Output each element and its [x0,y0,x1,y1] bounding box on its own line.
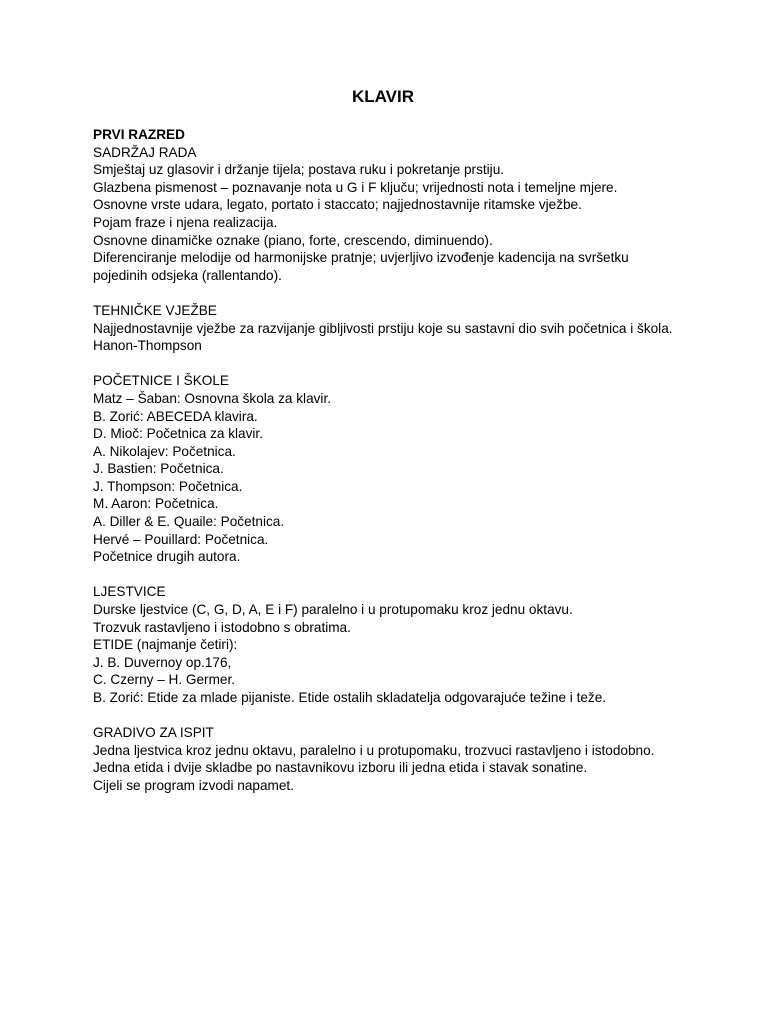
text-line: Glazbena pismenost – poznavanje nota u G i F ključu; vrijednosti nota i temeljne mjere. [93,179,618,195]
section-heading: LJESTVICE [93,584,166,600]
text-line: Cijeli se program izvodi napamet. [93,777,294,793]
text-line: Smještaj uz glasovir i držanje tijela; postava ruku i pokretanje prstiju. [93,162,505,178]
text-line: Osnovne dinamičke oznake (piano, forte, crescendo, diminuendo). [93,232,493,248]
section-spacer [93,355,673,373]
text-line: Hanon-Thompson [93,338,202,354]
list-item: A. Nikolajev: Početnica. [93,443,236,459]
list-item: Matz – Šaban: Osnovna škola za klavir. [93,390,332,406]
list-item: J. Thompson: Početnica. [93,478,243,494]
section-spacer [93,566,673,584]
document-body [93,126,673,795]
text-line: Trozvuk rastavljeno i istodobno s obratima. [93,619,351,635]
page-title: KLAVIR [351,87,414,106]
text-line: Jedna ljestvica kroz jednu oktavu, paralelno i u protupomaku, trozvuci rastavljeno i istodobno. [93,742,655,758]
section-heading: POČETNICE I ŠKOLE [93,373,229,389]
list-item: A. Diller & E. Quaile: Početnica. [93,514,285,530]
text-line: Jedna etida i dvije skladbe po nastavnikovu izboru ili jedna etida i stavak sonatine. [93,760,588,776]
section-spacer [93,284,673,302]
list-item: J. B. Duvernoy op.176, [93,654,232,670]
subheading-etide: ETIDE (najmanje četiri): [93,637,238,653]
section-sadrzaj-rada [93,144,673,285]
text-line: Diferenciranje melodije od harmonijske pratnje; uvjerljivo izvođenje kadencija na svršetku pojedinih odsjeka (rallentando). [93,250,629,283]
text-line: Najjednostavnije vježbe za razvijanje gibljivosti prstiju koje su sastavni dio svih početnica i škola. [93,320,673,336]
list-item: D. Mioč: Početnica za klavir. [93,426,263,442]
section-ljestvice [93,583,673,706]
text-line: Osnovne vrste udara, legato, portato i staccato; najjednostavnije ritamske vježbe. [93,197,582,213]
section-gradivo-za-ispit [93,724,673,794]
section-heading: SADRŽAJ RADA [93,144,197,160]
section-heading: GRADIVO ZA ISPIT [93,725,214,741]
text-line: Pojam fraze i njena realizacija. [93,214,278,230]
list-item: B. Zorić: Etide za mlade pijaniste. Etide ostalih skladatelja odgovarajuće težine i teže. [93,690,607,705]
section-spacer [93,707,673,725]
section-pocetnice [93,372,673,566]
grade-heading: PRVI RAZRED [93,127,185,142]
list-item: J. Bastien: Početnica. [93,461,224,477]
list-item: B. Zorić: ABECEDA klavira. [93,408,258,424]
section-heading: TEHNIČKE VJEŽBE [93,302,217,318]
list-item: C. Czerny – H. Germer. [93,672,236,688]
list-item: Početnice drugih autora. [93,549,241,565]
list-item: M. Aaron: Početnica. [93,496,219,512]
text-line: Durske ljestvice (C, G, D, A, E i F) paralelno i u protupomaku kroz jednu oktavu. [93,602,573,618]
list-item: Hervé – Pouillard: Početnica. [93,531,269,547]
section-tehnicke-vjezbe [93,302,673,355]
